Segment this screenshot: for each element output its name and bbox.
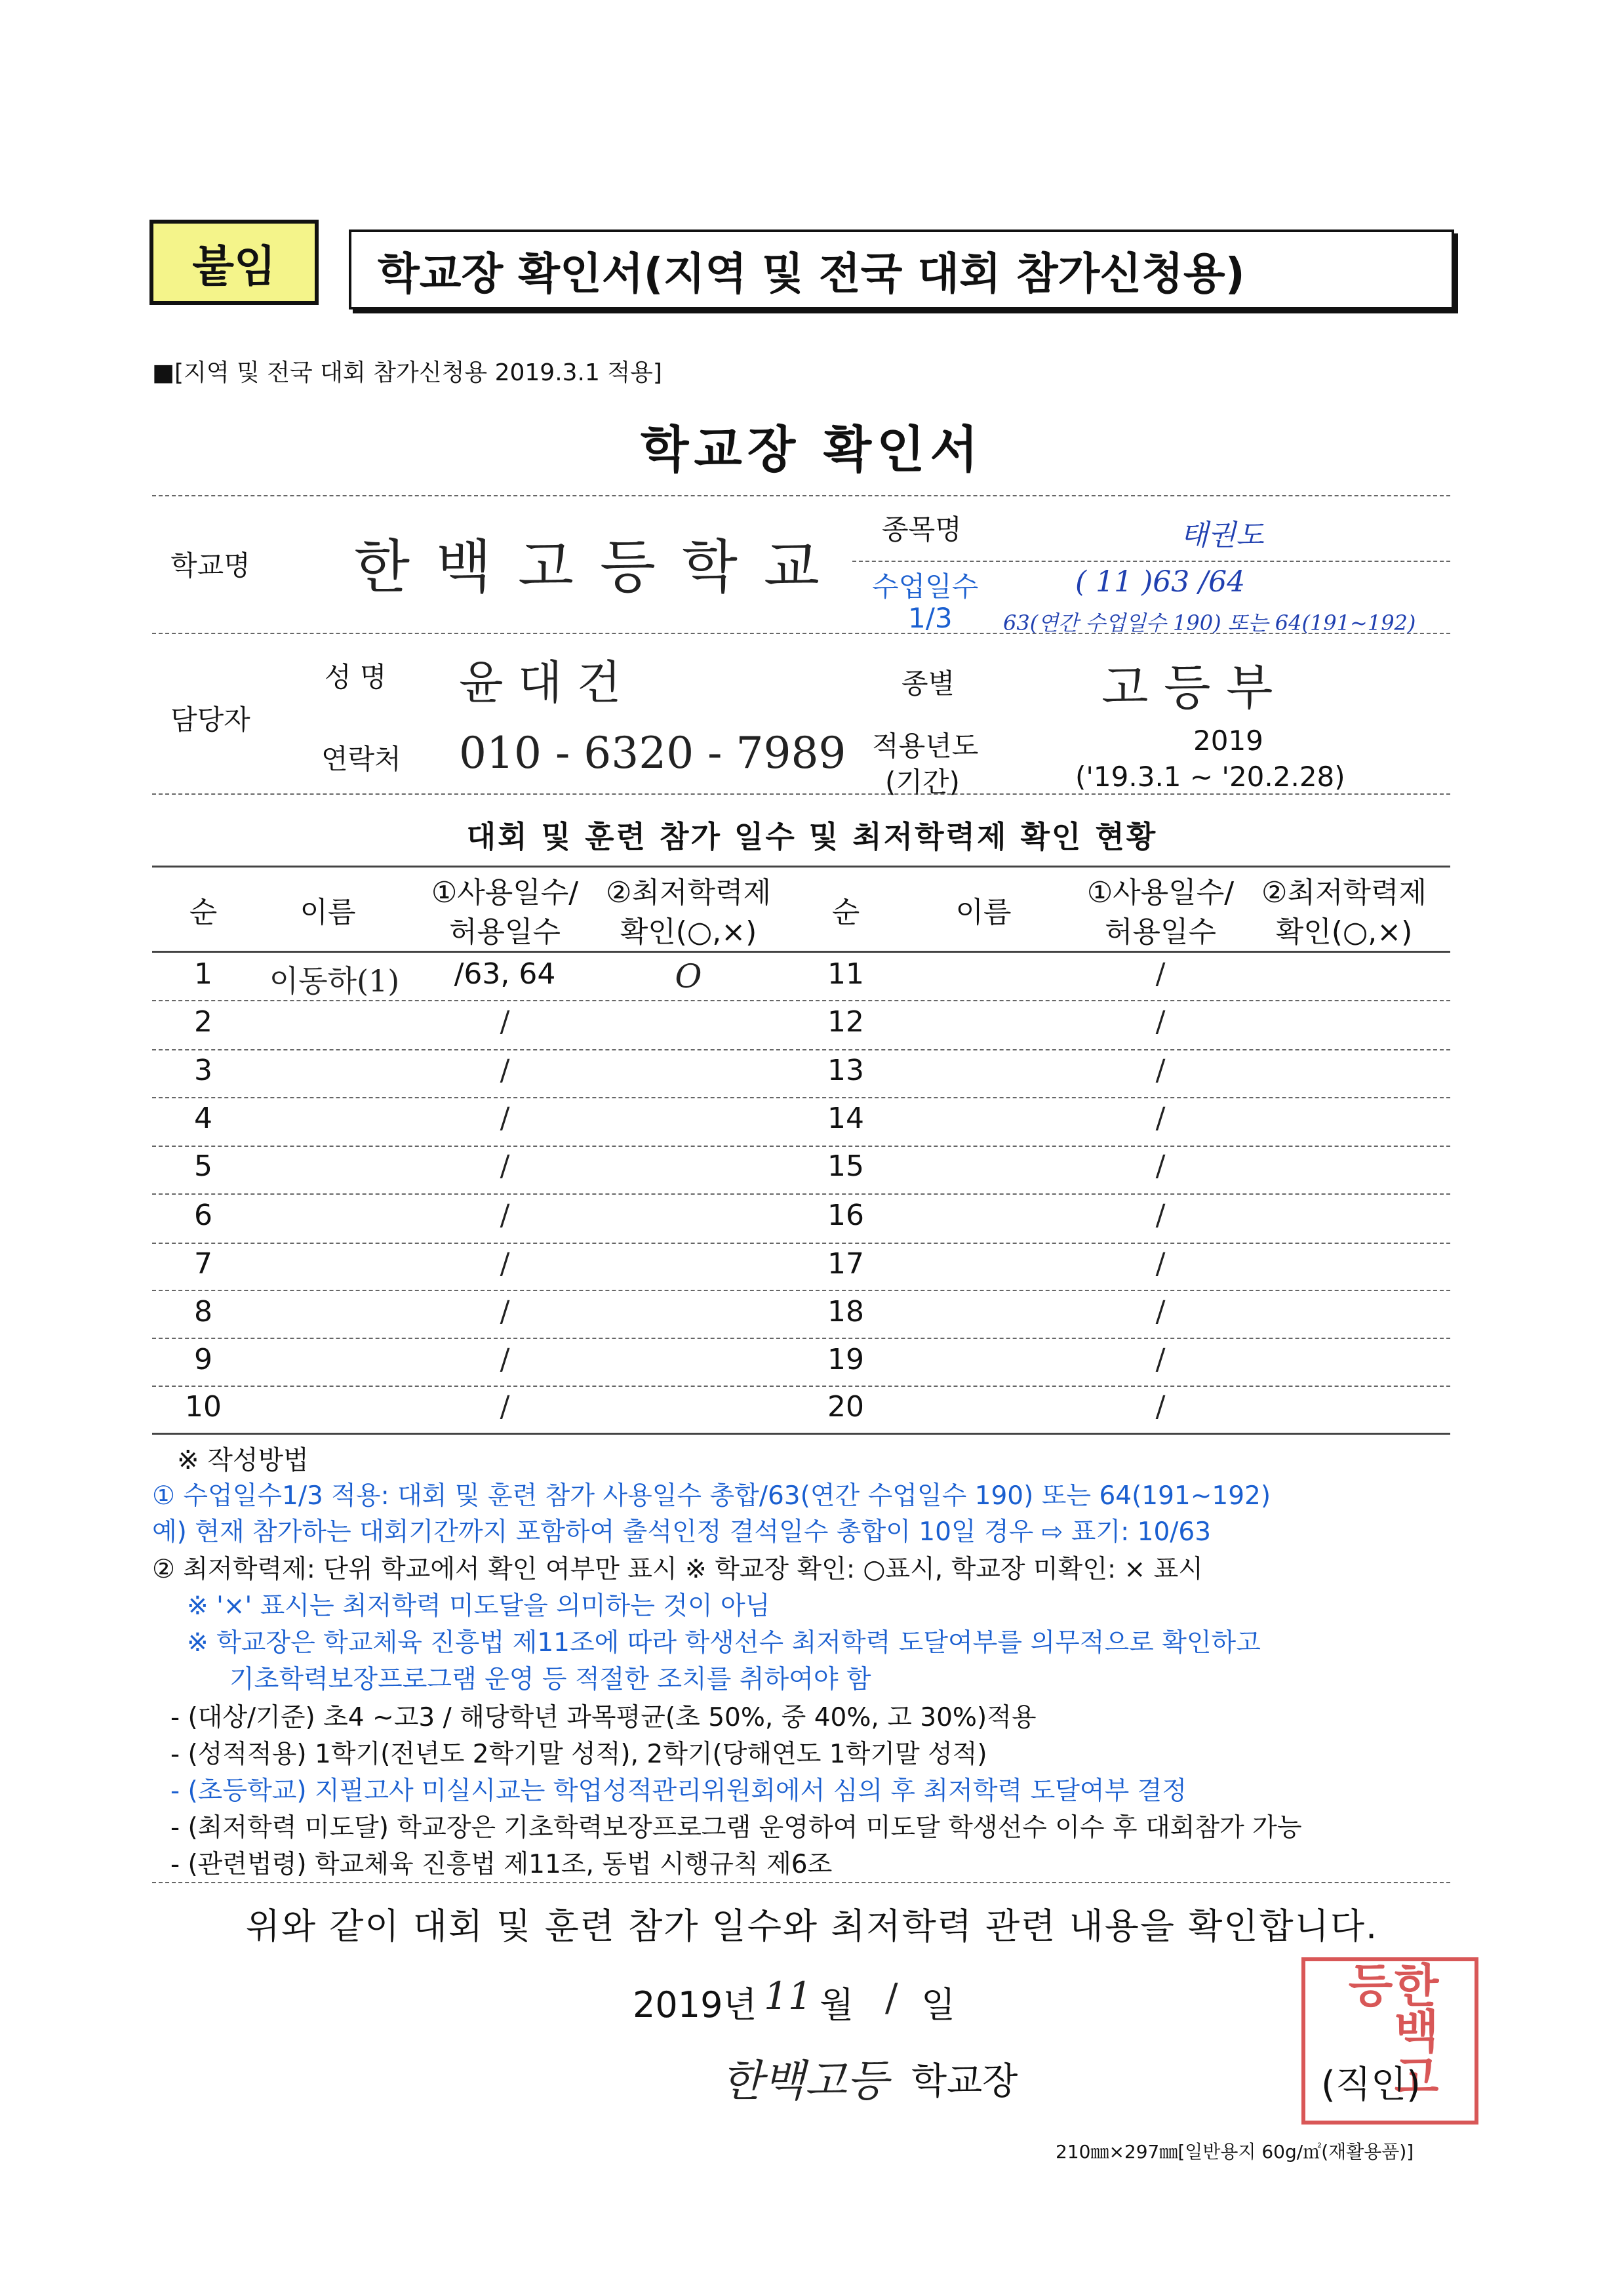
seal-label: (직인) xyxy=(1321,2064,1421,2106)
date-day: / xyxy=(885,1975,898,2020)
row-days: / xyxy=(1155,1149,1166,1183)
days-label-fraction: 1/3 xyxy=(908,602,953,634)
method-line: - (초등학교) 지필고사 미실시교는 학업성적관리위원회에서 심의 후 최저학력 도달여부 결정 xyxy=(170,1776,1187,1806)
school-seal-stamp: 한백고등 xyxy=(1301,1957,1478,2125)
row-number: 12 xyxy=(827,1005,864,1039)
method-line: ① 수업일수1/3 적용: 대회 및 훈련 참가 사용일수 총합/63(연간 수업일수 190) 또는 64(191~192) xyxy=(152,1481,1271,1511)
row-number: 3 xyxy=(194,1054,212,1087)
page-title: 학교장 확인서 xyxy=(641,420,983,479)
division-value: 고 등 부 xyxy=(1101,660,1273,716)
days-label: 수업일수 xyxy=(872,570,979,603)
col-check2-left: 확인(○,×) xyxy=(620,915,757,949)
col-no-right: 순 xyxy=(831,896,860,929)
year-label-period: (기간) xyxy=(885,766,960,798)
year-range: ('19.3.1 ~ '20.2.28) xyxy=(1075,761,1345,793)
row-number: 18 xyxy=(827,1295,864,1328)
method-line: 기초학력보장프로그램 운영 등 적절한 조치를 취하여야 함 xyxy=(229,1665,871,1694)
date-year: 2019년 xyxy=(633,1984,757,2026)
col-check2-right: 확인(○,×) xyxy=(1275,915,1413,949)
method-line: - (대상/기준) 초4 ~고3 / 해당학년 과목평균(초 50%, 중 40%, 고 30%)적용 xyxy=(170,1703,1037,1732)
col-check-left: ②최저학력제 xyxy=(606,876,771,909)
method-title: ※ 작성방법 xyxy=(177,1445,309,1475)
row-days: / xyxy=(1155,1295,1166,1328)
row-number: 5 xyxy=(194,1149,212,1183)
row-check: O xyxy=(675,957,702,995)
row-days: / xyxy=(500,1149,510,1183)
col-name-left: 이름 xyxy=(300,896,356,929)
school-label: 학교명 xyxy=(170,549,250,582)
signature-title: 학교장 xyxy=(911,2060,1018,2103)
col-no-left: 순 xyxy=(189,896,218,929)
row-number: 1 xyxy=(194,957,212,991)
method-line: ※ '×' 표시는 최저학력 미도달을 의미하는 것이 아님 xyxy=(187,1591,770,1621)
row-number: 16 xyxy=(827,1199,864,1232)
row-days: / xyxy=(1155,1247,1166,1281)
attachment-label: 붙임 xyxy=(149,220,319,305)
year-label: 적용년도 xyxy=(872,730,979,762)
row-number: 13 xyxy=(827,1054,864,1087)
document-header-title: 학교장 확인서(지역 및 전국 대회 참가신청용) xyxy=(349,230,1454,309)
col-days-right: ①사용일수/ xyxy=(1086,876,1235,909)
year-value: 2019 xyxy=(1193,725,1263,757)
row-name: 이동하(1) xyxy=(269,963,400,999)
date-month-label: 월 xyxy=(820,1984,854,2026)
row-number: 6 xyxy=(194,1199,212,1232)
footer-paper-spec: 210㎜×297㎜[일반용지 60g/㎡(재활용품)] xyxy=(1056,2141,1414,2163)
col-name-right: 이름 xyxy=(955,896,1012,929)
row-days: / xyxy=(500,1054,510,1087)
row-number: 7 xyxy=(194,1247,212,1281)
row-number: 4 xyxy=(194,1102,212,1135)
row-days: / xyxy=(1155,957,1166,991)
days-note: 63(연간 수업일수 190) 또는 64(191~192) xyxy=(1003,610,1416,635)
division-label: 종별 xyxy=(901,668,955,700)
method-line: - (관련법령) 학교체육 진흥법 제11조, 동법 시행규칙 제6조 xyxy=(170,1850,833,1879)
school-value: 한 백 고 등 학 교 xyxy=(354,533,823,601)
method-line: ※ 학교장은 학교체육 진흥법 제11조에 따라 학생선수 최저학력 도달여부를 의무적으로 확인하고 xyxy=(187,1628,1261,1658)
signature-school: 한백고등 xyxy=(721,2056,889,2106)
method-line: 예) 현재 참가하는 대회기간까지 포함하여 출석인정 결석일수 총합이 10일 경우 ⇨ 표기: 10/63 xyxy=(152,1517,1212,1547)
days-value: ( 11 )63 /64 xyxy=(1075,565,1246,599)
row-number: 9 xyxy=(194,1343,212,1376)
contact-value: 010 - 6320 - 7989 xyxy=(459,728,846,778)
manager-label: 담당자 xyxy=(170,704,250,736)
method-line: - (성적적용) 1학기(전년도 2학기말 성적), 2학기(당해연도 1학기말 성적) xyxy=(170,1740,987,1769)
row-days: / xyxy=(1155,1343,1166,1376)
row-days: / xyxy=(1155,1102,1166,1135)
row-days: / xyxy=(1155,1199,1166,1232)
row-days: / xyxy=(500,1005,510,1039)
col-days2-left: 허용일수 xyxy=(448,915,561,949)
method-line: - (최저학력 미도달) 학교장은 기초학력보장프로그램 운영하여 미도달 학생선수 이수 후 대회참가 가능 xyxy=(170,1813,1302,1843)
col-days-left: ①사용일수/ xyxy=(431,876,579,909)
row-number: 15 xyxy=(827,1149,864,1183)
row-number: 14 xyxy=(827,1102,864,1135)
event-label: 종목명 xyxy=(882,513,962,546)
row-days: / xyxy=(500,1295,510,1328)
row-days: / xyxy=(1155,1054,1166,1087)
name-value: 윤 대 건 xyxy=(459,656,622,709)
row-days: /63, 64 xyxy=(454,957,556,991)
row-days: / xyxy=(1155,1005,1166,1039)
row-number: 11 xyxy=(827,957,864,991)
event-value: 태권도 xyxy=(1180,519,1264,552)
row-number: 20 xyxy=(827,1390,864,1424)
row-number: 19 xyxy=(827,1343,864,1376)
method-line: ② 최저학력제: 단위 학교에서 확인 여부만 표시 ※ 학교장 확인: ○표시, 학교장 미확인: × 표시 xyxy=(152,1555,1203,1584)
row-days: / xyxy=(500,1343,510,1376)
row-number: 10 xyxy=(185,1390,222,1424)
section-title: 대회 및 훈련 참가 일수 및 최저학력제 확인 현황 xyxy=(466,819,1158,854)
contact-label: 연락처 xyxy=(321,743,401,775)
row-days: / xyxy=(500,1247,510,1281)
date-month: 11 xyxy=(764,1974,812,2018)
col-check-right: ②최저학력제 xyxy=(1261,876,1427,909)
row-days: / xyxy=(500,1199,510,1232)
row-days: / xyxy=(500,1102,510,1135)
name-label: 성 명 xyxy=(325,661,387,693)
row-number: 2 xyxy=(194,1005,212,1039)
row-days: / xyxy=(500,1390,510,1424)
date-day-label: 일 xyxy=(921,1984,956,2026)
applicable-note: ■[지역 및 전국 대회 참가신청용 2019.3.1 적용] xyxy=(152,359,662,386)
row-number: 17 xyxy=(827,1247,864,1281)
confirmation-text: 위와 같이 대회 및 훈련 참가 일수와 최저학력 관련 내용을 확인합니다. xyxy=(245,1906,1379,1947)
row-days: / xyxy=(1155,1390,1166,1424)
col-days2-right: 허용일수 xyxy=(1104,915,1216,949)
row-number: 8 xyxy=(194,1295,212,1328)
